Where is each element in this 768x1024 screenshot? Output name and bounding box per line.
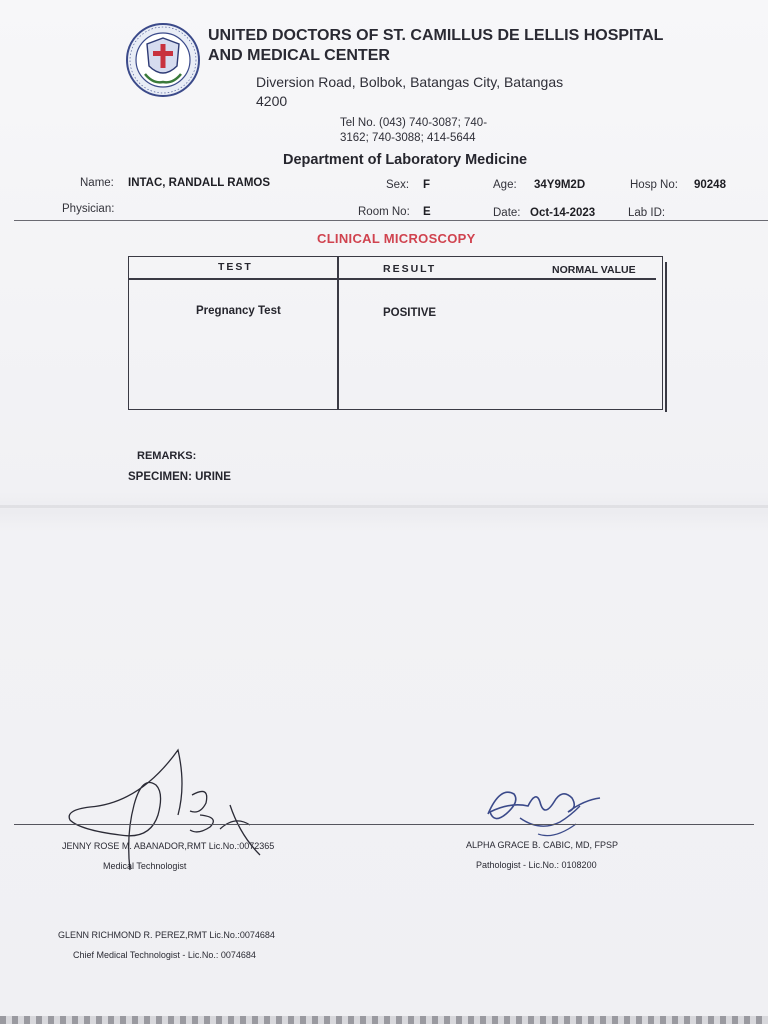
name-label: Name:	[80, 177, 114, 189]
room-value: E	[423, 206, 431, 218]
header-result: RESULT	[383, 263, 437, 275]
section-title: CLINICAL MICROSCOPY	[317, 231, 476, 246]
header-normal-value: NORMAL VALUE	[552, 264, 636, 276]
age-label: Age:	[493, 179, 517, 191]
chief-medtech-name: GLENN RICHMOND R. PEREZ,RMT Lic.No.:0074684	[58, 930, 275, 940]
date-label: Date:	[493, 207, 521, 219]
lab-id-label: Lab ID:	[628, 207, 666, 219]
physician-label: Physician:	[62, 203, 115, 215]
header-test: TEST	[218, 261, 253, 273]
department-title: Department of Laboratory Medicine	[283, 152, 528, 168]
telephone-numbers	[340, 116, 487, 146]
pathologist-name: ALPHA GRACE B. CABIC, MD, FPSP	[466, 840, 619, 850]
paper-edge	[0, 1016, 768, 1024]
hospital-seal-logo	[125, 22, 201, 98]
address-line2: 4200	[256, 93, 288, 109]
hospital-name-line1: UNITED DOCTORS OF ST. CAMILLUS DE LELLIS HOSPITAL	[208, 27, 664, 44]
room-label: Room No:	[358, 206, 410, 218]
tel-line1: Tel No. (043) 740-3087; 740-	[340, 117, 488, 129]
medtech-name: JENNY ROSE M. ABANADOR,RMT Lic.No.:0072365	[62, 841, 275, 851]
patient-name: INTAC, RANDALL RAMOS	[128, 177, 271, 189]
hospital-name	[208, 26, 663, 66]
sex-label: Sex:	[386, 179, 410, 191]
signature-line	[14, 824, 754, 825]
tel-line2: 3162; 740-3088; 414-5644	[340, 132, 476, 144]
sex-value: F	[423, 179, 431, 191]
chief-medtech-role: Chief Medical Technologist - Lic.No.: 0074684	[73, 950, 256, 960]
hospital-address	[256, 73, 563, 111]
address-line1: Diversion Road, Bolbok, Batangas City, Batangas	[256, 74, 564, 90]
paper-fold	[0, 505, 768, 508]
age-value: 34Y9M2D	[534, 179, 586, 191]
cell-result: POSITIVE	[383, 307, 437, 319]
pathologist-role: Pathologist - Lic.No.: 0108200	[476, 860, 597, 870]
hospital-name-line2: AND MEDICAL CENTER	[208, 47, 390, 64]
table-column-divider	[337, 257, 339, 409]
hosp-no-value: 90248	[694, 179, 726, 191]
header-divider	[14, 220, 768, 221]
hosp-no-label: Hosp No:	[630, 179, 678, 191]
medtech-signature	[60, 745, 290, 880]
medtech-role: Medical Technologist	[103, 861, 187, 871]
date-value: Oct-14-2023	[530, 207, 596, 219]
remarks-label: REMARKS:	[137, 450, 197, 462]
specimen-line: SPECIMEN: URINE	[128, 471, 231, 483]
pathologist-signature	[480, 772, 610, 842]
table-right-edge	[665, 262, 667, 412]
cell-test: Pregnancy Test	[196, 305, 281, 317]
table-header-divider	[128, 278, 656, 280]
